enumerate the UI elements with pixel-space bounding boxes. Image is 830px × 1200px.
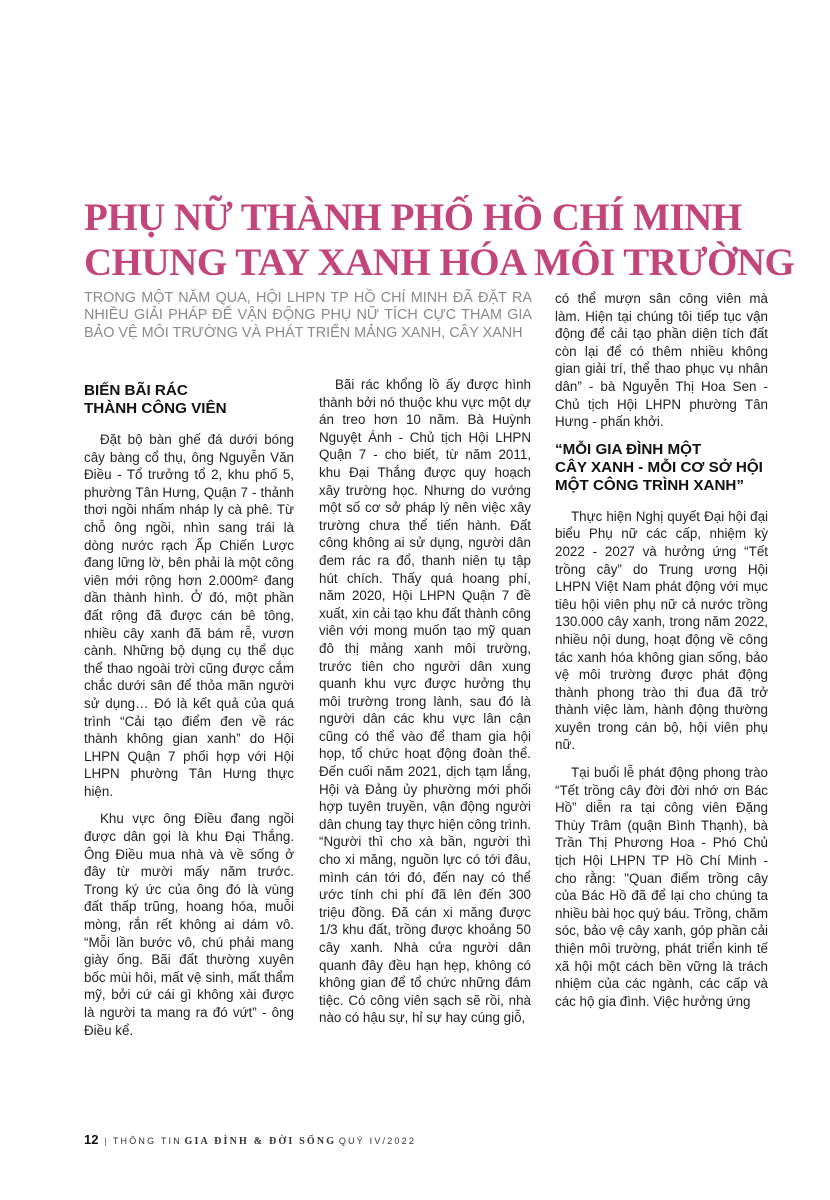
title-line-1: PHỤ NỮ THÀNH PHỐ HỒ CHÍ MINH xyxy=(84,196,742,239)
issue-label: QUÝ IV/2022 xyxy=(338,1136,417,1146)
footer-separator: | xyxy=(104,1136,107,1146)
section-heading-2-line-2: CÂY XANH - MỖI CƠ SỞ HỘI xyxy=(555,458,763,476)
section-heading-2 xyxy=(555,441,768,495)
magazine-name: GIA ĐÌNH & ĐỜI SỐNG xyxy=(184,1136,337,1147)
paragraph: Khu vực ông Điều đang ngồi được dân gọi là khu Đại Thắng. Ông Điều mua nhà và về sống ở đây từ mười mấy năm trước. Trong ký ức của ông đó là vùng đất thấp trũng, hoang hóa, muỗi mòng, rắn rết không ai dám vô. “Mỗi lần bước vô, chú phải mang giày ống. Bãi đất thường xuyên bốc mùi hôi, mất vệ sinh, mất thẩm mỹ, bởi cứ cái gì không xài được là người ta mang ra đó vứt” - ông Điều kể. xyxy=(84,811,294,1038)
page-footer xyxy=(84,1132,416,1147)
paragraph-continued: có thể mượn sân công viên mà làm. Hiện tại chúng tôi tiếp tục vận động để cải tạo phần diện tích đất còn lại để có thêm nhiều không gian giải trí, thể thao phục vụ nhân dân” - bà Nguyễn Thị Hoa Sen - Chủ tịch Hội LHPN phường Tân Hưng - phấn khởi. xyxy=(555,291,768,430)
column-2 xyxy=(319,376,531,1037)
column-1 xyxy=(84,382,294,1049)
paragraph: Thực hiện Nghị quyết Đại hội đại biểu Phụ nữ các cấp, nhiệm kỳ 2022 - 2027 và hưởng ứng “Tết trồng cây” do Trung ương Hội LHPN Việt Nam phát động với mục tiêu hội viên phụ nữ cả nước trồng 130.000 cây xanh, trong năm 2022, nhiều nội dung, hoạt động về công tác xanh hóa không gian sống, bảo vệ môi trường được phát động thành phong trào thi đua đã trở thành việc làm, hành động thường xuyên trong cán bộ, hội viên phụ nữ. xyxy=(555,508,768,753)
column-3 xyxy=(555,290,768,1020)
article-title xyxy=(84,195,795,285)
paragraph: Đặt bộ bàn ghế đá dưới bóng cây bàng cổ thụ, ông Nguyễn Văn Điều - Tổ trưởng tổ 2, khu phố 5, phường Tân Hưng, Quận 7 - thảnh thơi ngồi nhấm nháp ly cà phê. Từ chỗ ông ngồi, nhìn sang trái là dòng nước rạch Ấp Chiến Lược đang lững lờ, bên phải là một công viên mới rộng hơn 2.000m² đang dần thành hình. Ở đó, một phần đất rộng đã được cán bê tông, nhiều cây xanh đã bám rễ, vươn cành. Những bộ dụng cụ thể dục thể thao ngoài trời cũng được cắm chắc dưới sân để thỏa mãn người sử dụng… Đó là kết quả của quá trình “Cải tạo điểm đen về rác thành không gian xanh” do Hội LHPN Quận 7 phối hợp với Hội LHPN phường Tân Hưng thực hiện. xyxy=(84,432,294,799)
section-heading-1-line-1: BIẾN BÃI RÁC xyxy=(84,382,188,399)
paragraph: Tại buổi lễ phát động phong trào “Tết trồng cây đời đời nhớ ơn Bác Hồ” diễn ra tại công viên Đặng Thùy Trâm (quận Bình Thạnh), bà Trần Thị Phương Hoa - Phó Chủ tịch Hội LHPN TP Hồ Chí Minh - cho rằng: "Quan điểm trồng cây của Bác Hồ đã để lại cho chúng ta nhiều bài học quý báu. Trồng, chăm sóc, bảo vệ cây xanh, góp phần cải thiện môi trường, phát triển kinh tế xã hội một cách bền vững là trách nhiệm của các ngành, các cấp và các hộ gia đình. Việc hưởng ứng xyxy=(555,765,768,1009)
title-line-2: CHUNG TAY XANH HÓA MÔI TRƯỜNG xyxy=(84,241,795,284)
paragraph: Bãi rác khổng lồ ấy được hình thành bởi nó thuộc khu vực một dự án treo hơn 10 năm. Bà Huỳnh Nguyệt Ánh - Chủ tịch Hội LHPN Quận 7 - cho biết, từ năm 2011, khu Đại Thắng được quy hoạch xây trường học. Nhưng do vướng một số cơ sở pháp lý nên việc xây trường chưa thể tiến hành. Đất công không ai sử dụng, người dân đem rác ra đổ, thanh niên tụ tập hút chích. Thấy quá hoang phí, năm 2020, Hội LHPN Quận 7 đề xuất, xin cải tạo khu đất thành công viên với mong muốn tạo mỹ quan đô thị mảng xanh môi trường, trước tiên cho người dân xung quanh khu vực được hưởng thụ môi trường trong lành, sau đó là người dân các khu vực lân cận cũng có thể vào để tham gia hội họp, tổ chức hoạt động đoàn thể. Đến cuối năm 2021, dịch tạm lắng, Hội và Đảng ủy phường mới phối hợp tuyên truyền, vận động người dân chung tay thực hiện công trình. “Người thì cho xà bần, người thì cho xi măng, nguồn lực có tới đâu, mình cán tới đó, đến nay có thể ước tính chi phí đã lên đến 300 triệu đồng. Đã cán xi măng được 1/3 khu đất, trồng được khoảng 50 cây xanh. Nhà cửa người dân quanh đây đều hạn hẹp, không có không gian để tổ chức những đám tiệc. Có công viên sạch sẽ rồi, nhà nào có hậu sự, hỉ sự hay cúng giỗ, xyxy=(319,377,531,1026)
section-heading-2-line-1: “MỖI GIA ĐÌNH MỘT xyxy=(555,440,702,458)
section-heading-2-line-3: MỘT CÔNG TRÌNH XANH” xyxy=(555,476,744,494)
article-lead: TRONG MỘT NĂM QUA, HỘI LHPN TP HỒ CHÍ MINH ĐÃ ĐẶT RA NHIỀU GIẢI PHÁP ĐỂ VẬN ĐỘNG PHỤ NỮ TÍCH CỰC THAM GIA BẢO VỆ MÔI TRƯỜNG VÀ PHÁT TRIỂN MẢNG XANH, CÂY XANH xyxy=(84,290,532,341)
section-heading-1 xyxy=(84,382,294,418)
magazine-prefix: THÔNG TIN xyxy=(112,1136,182,1146)
section-heading-1-line-2: THÀNH CÔNG VIÊN xyxy=(84,400,227,417)
page-number: 12 xyxy=(84,1132,99,1147)
